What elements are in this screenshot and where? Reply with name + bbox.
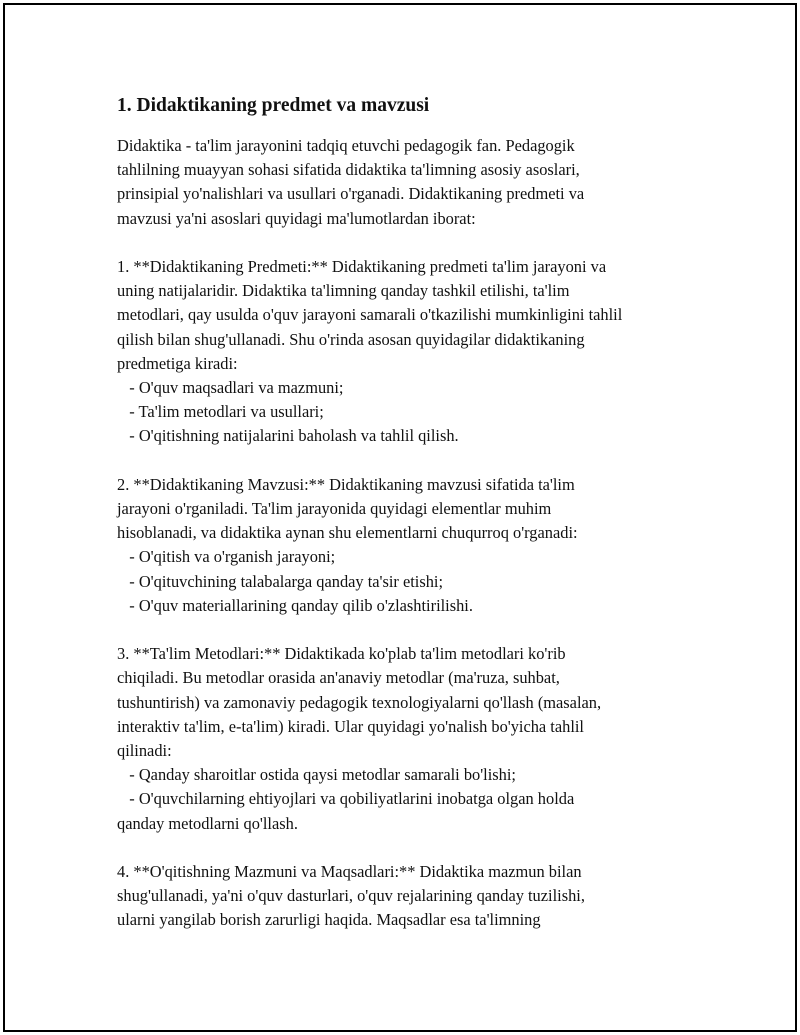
text-line: mavzusi ya'ni asoslari quyidagi ma'lumotlardan iborat: xyxy=(117,208,476,228)
text-line: predmetiga kiradi: xyxy=(117,353,238,373)
text-line: tahlilning muayyan sohasi sifatida didaktika ta'limning asosiy asoslari, xyxy=(117,160,580,180)
text-line: chiqiladi. Bu metodlar orasida an'anaviy metodlar (ma'ruza, suhbat, xyxy=(117,668,560,688)
text-line: jarayoni o'rganiladi. Ta'lim jarayonida quyidagi elementlar muhim xyxy=(117,499,552,519)
text-line: tushuntirish) va zamonaviy pedagogik texnologiyalarni qo'llash (masalan, xyxy=(117,692,602,712)
text-line: 2. **Didaktikaning Mavzusi:** Didaktikaning mavzusi sifatida ta'lim xyxy=(117,474,575,494)
text-line: shug'ullanadi, ya'ni o'quv dasturlari, o'quv rejalarining qanday tuzilishi, xyxy=(117,886,585,906)
text-line: interaktiv ta'lim, e-ta'lim) kiradi. Ular quyidagi yo'nalish bo'yicha tahlil xyxy=(117,716,584,736)
paragraph-3 xyxy=(117,473,702,618)
paragraph-2 xyxy=(117,255,702,449)
document-body xyxy=(117,134,702,933)
text-line: - O'quv materiallarining qanday qilib o'zlashtirilishi. xyxy=(117,595,473,615)
text-line: 1. **Didaktikaning Predmeti:** Didaktikaning predmeti ta'lim jarayoni va xyxy=(117,257,607,276)
text-line: - Qanday sharoitlar ostida qaysi metodlar samarali bo'lishi; xyxy=(117,765,516,785)
text-line: qanday metodlarni qo'llash. xyxy=(117,813,298,833)
text-line: - O'quv maqsadlari va mazmuni; xyxy=(117,378,344,398)
text-line: metodlari, qay usulda o'quv jarayoni samarali o'tkazilishi mumkinligini tahlil xyxy=(117,305,623,325)
text-line: qilish bilan shug'ullanadi. Shu o'rinda asosan quyidagilar didaktikaning xyxy=(117,329,585,349)
document-title: 1. Didaktikaning predmet va mavzusi xyxy=(117,95,430,116)
text-line: prinsipial yo'nalishlari va usullari o'rganadi. Didaktikaning predmeti va xyxy=(117,184,585,204)
text-line: - Ta'lim metodlari va usullari; xyxy=(117,402,324,422)
text-line: 4. **O'qitishning Mazmuni va Maqsadlari:** Didaktika mazmun bilan xyxy=(117,862,582,882)
text-line: qilinadi: xyxy=(117,741,172,761)
document-content xyxy=(117,92,702,957)
text-line: - O'qituvchining talabalarga qanday ta'sir etishi; xyxy=(117,571,444,591)
text-line: - O'qitish va o'rganish jarayoni; xyxy=(117,547,336,567)
text-line: - O'qitishning natijalarini baholash va tahlil qilish. xyxy=(117,426,459,446)
text-line: ularni yangilab borish zarurligi haqida. Maqsadlar esa ta'limning xyxy=(117,910,541,930)
paragraph-4 xyxy=(117,642,702,836)
paragraph-5 xyxy=(117,860,702,933)
text-line: Didaktika - ta'lim jarayonini tadqiq etuvchi pedagogik fan. Pedagogik xyxy=(117,136,575,155)
text-line: hisoblanadi, va didaktika aynan shu elementlarni chuqurroq o'rganadi: xyxy=(117,523,578,543)
text-line: - O'quvchilarning ehtiyojlari va qobiliyatlarini inobatga olgan holda xyxy=(117,789,575,809)
text-line: 3. **Ta'lim Metodlari:** Didaktikada ko'plab ta'lim metodlari ko'rib xyxy=(117,644,566,664)
paragraph-1 xyxy=(117,134,702,231)
text-line: uning natijalaridir. Didaktika ta'limning qanday tashkil etilishi, ta'lim xyxy=(117,281,570,301)
